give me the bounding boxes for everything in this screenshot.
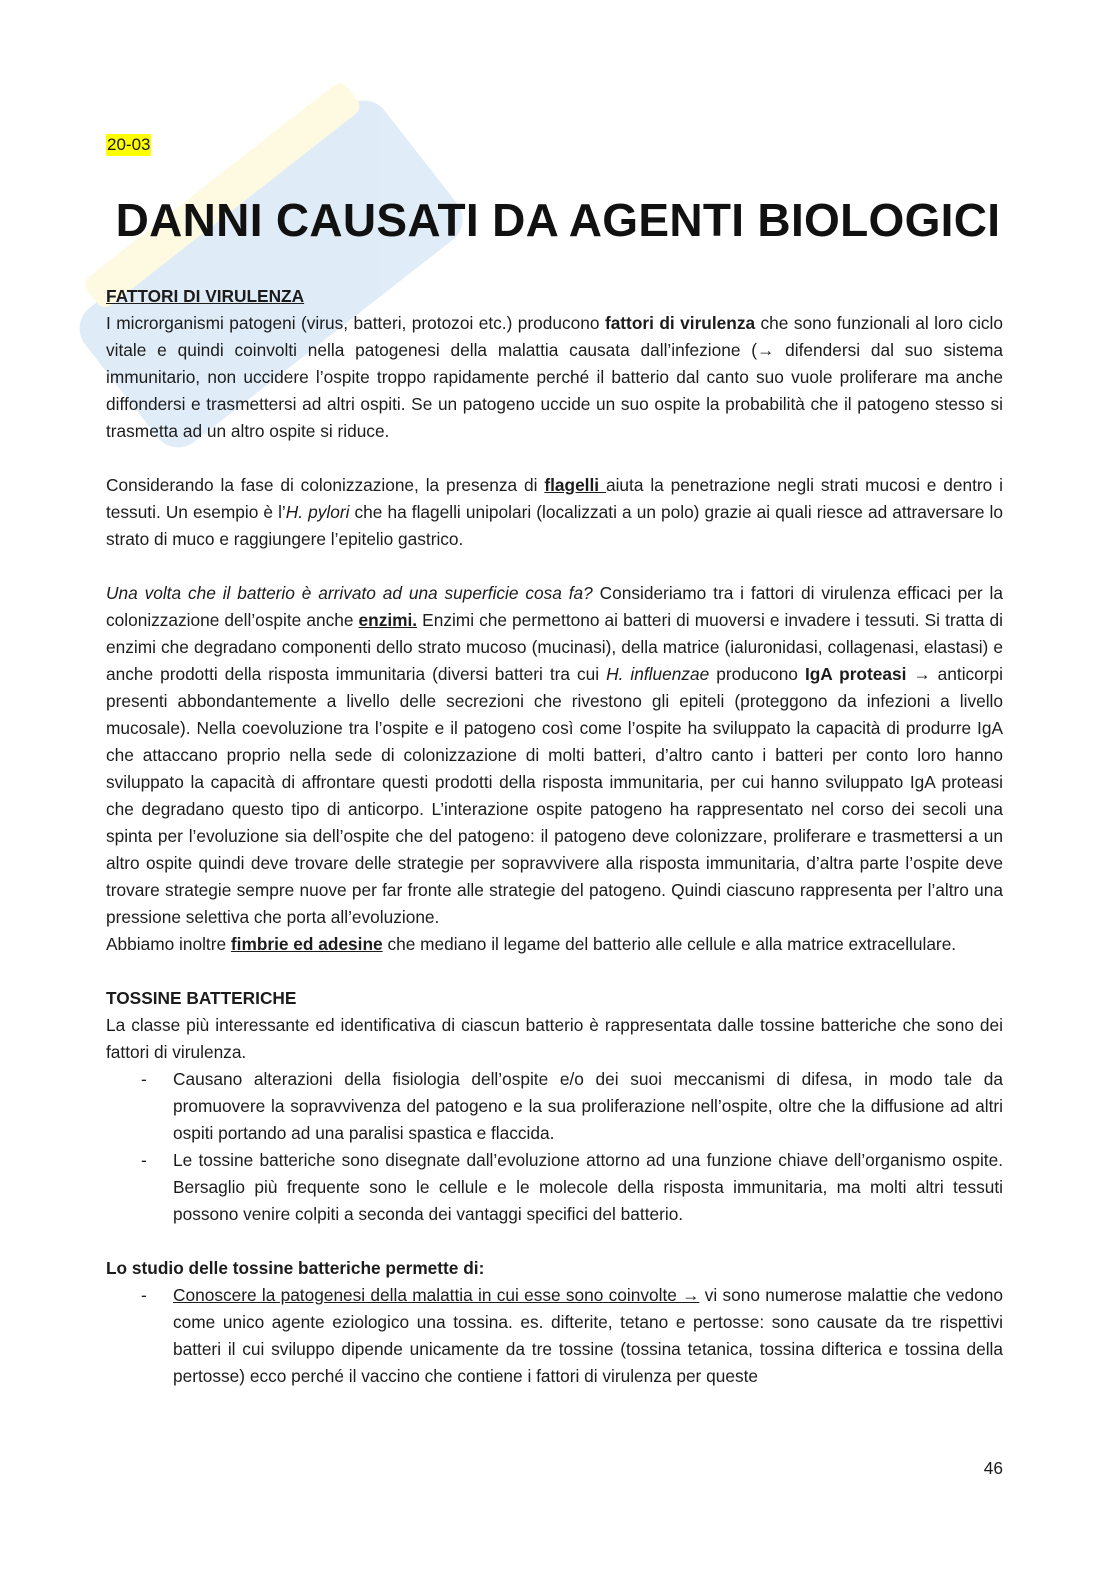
paragraph-flagella: Considerando la fase di colonizzazione, la presenza di flagelli aiuta la penetrazione negli strati mucosi e dentro i tessuti. Un esempio è l’H. pylori che ha flagelli unipolari (localizzati a un polo) grazie ai quali riesce ad attraversare lo strato di muco e raggiungere l’epitelio gastrico. — [106, 475, 1004, 549]
section-heading-virulence: FATTORI DI VIRULENZA — [106, 286, 305, 306]
list-item: - Conoscere la patogenesi della malattia in cui esse sono coinvolte → vi sono numerose malattie che vedono come unico agente eziologico una tossina. es. difterite, tetano e pertosse: sono causate da tre rispettivi batteri il cui sviluppo dipende unicamente da tre tossine (tossina tetanica, tossina difterica e tossina della pertosse) ecco perché il vaccino che contiene i fattori di virulenza per queste — [106, 1282, 1003, 1390]
term-fimbrie-adesine: fimbrie ed adesine — [230, 934, 383, 954]
term-enzimi: enzimi. — [358, 610, 418, 630]
page-number: 46 — [983, 1458, 1003, 1478]
section-heading-toxins: TOSSINE BATTERICHE — [106, 988, 297, 1008]
paragraph-fimbriae: Abbiamo inoltre fimbrie ed adesine che mediano il legame del batterio alle cellule e alla matrice extracellulare. — [106, 934, 957, 954]
term-iga-proteasi: IgA proteasi — [804, 664, 907, 684]
section-heading-study: Lo studio delle tossine batteriche permette di: — [106, 1258, 485, 1278]
page-title: DANNI CAUSATI DA AGENTI BIOLOGICI — [115, 194, 1001, 246]
term-flagelli: flagelli — [544, 475, 606, 495]
study-list — [106, 1282, 1003, 1390]
paragraph-enzymes: Una volta che il batterio è arrivato ad una superficie cosa fa? Consideriamo tra i fattori di virulenza efficaci per la colonizzazione dell’ospite anche enzimi. Enzimi che permettono ai batteri di muoversi e invadere i tessuti. Si tratta di enzimi che degradano componenti dello strato mucoso (mucinasi), della matrice (ialuronidasi, collagenasi, elastasi) e anche prodotti della risposta immunitaria (diversi batteri tra cui H. influenzae producono IgA proteasi → anticorpi presenti abbondantemente a livello delle secrezioni che rivestono gli epiteli (proteggono da infezioni a livello mucosale). Nella coevoluzione tra l’ospite e il patogeno così come l’ospite ha sviluppato la capacità di produrre IgA che attaccano proprio nella sede di colonizzazione di molti batteri, d’altro canto i batteri per conto loro hanno sviluppato la capacità di affrontare questi prodotti della risposta immunitaria, per cui hanno sviluppato IgA proteasi che degradano questo tipo di anticorpo. L’interazione ospite patogeno ha rappresentato nel corso dei secoli una spinta per l’evoluzione sia dell’ospite che del patogeno: il patogeno deve colonizzare, proliferare e trasmettersi a un altro ospite quindi deve trovare delle strategie per sopravvivere alla risposta immunitaria, d’altra parte l’ospite deve trovare strategie sempre nuove per far fronte alle strategie del patogeno. Quindi ciascuno rappresenta per l’altro una pressione selettiva che porta all’evoluzione. — [106, 583, 1004, 927]
list-item: - Causano alterazioni della fisiologia dell’ospite e/o dei suoi meccanismi di difesa, in modo tale da promuovere la sopravvivenza del patogeno e la sua proliferazione nell’ospite, oltre che la diffusione ad altri ospiti portando ad una paralisi spastica e flaccida. — [106, 1066, 1003, 1147]
toxins-list — [106, 1066, 1003, 1228]
paragraph-toxins-intro: La classe più interessante ed identificativa di ciascun batterio è rappresentata dalle tossine batteriche che sono dei fattori di virulenza. — [106, 1015, 1003, 1062]
document-body — [106, 283, 1003, 1390]
paragraph-virulence-factors: I microrganismi patogeni (virus, batteri, protozoi etc.) producono fattori di virulenza che sono funzionali al loro ciclo vitale e quindi coinvolti nella patogenesi della malattia causata dall’infezione (→ difendersi dal suo sistema immunitario, non uccidere l’ospite troppo rapidamente perché il batterio dal canto suo vuole proliferare ma anche diffondersi e trasmettersi ad altri ospiti. Se un patogeno uccide un suo ospite la probabilità che il patogeno stesso si trasmetta ad un altro ospite si riduce. — [106, 313, 1003, 441]
date-tag: 20-03 — [107, 135, 151, 154]
list-item: - Le tossine batteriche sono disegnate dall’evoluzione attorno ad una funzione chiave dell’organismo ospite. Bersaglio più frequente sono le cellule e le molecole della risposta immunitaria, ma molti altri tessuti possono venire colpiti a seconda dei vantaggi specifici del batterio. — [106, 1147, 1003, 1228]
